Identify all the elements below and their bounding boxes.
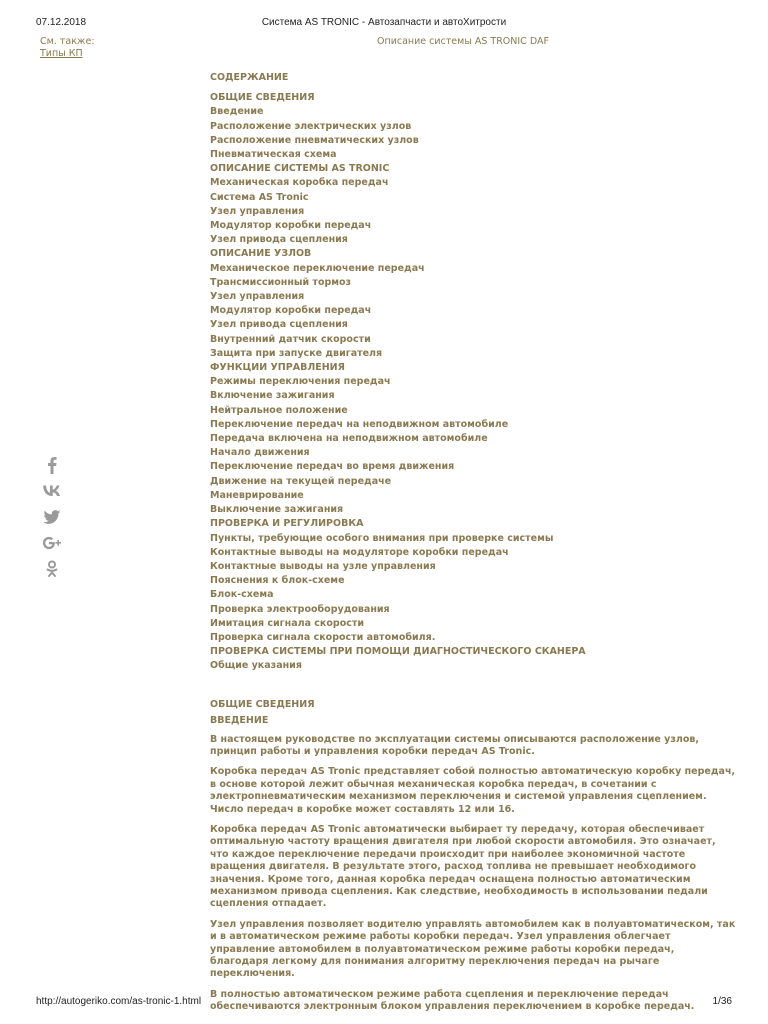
toc-link[interactable]: Движение на текущей передаче [210, 475, 392, 487]
toc-link[interactable]: Модулятор коробки передач [210, 220, 372, 232]
print-footer [36, 996, 732, 1010]
print-title: Система AS TRONIC - Автозапчасти и автоХитрости [261, 17, 507, 28]
toc-link[interactable]: Имитация сигнала скорости [210, 617, 365, 629]
toc-link[interactable]: Начало движения [210, 447, 310, 459]
toc-link[interactable]: Включение зажигания [210, 390, 335, 402]
toc-link[interactable]: Защита при запуске двигателя [210, 347, 383, 359]
share-bar [40, 453, 66, 585]
see-also [40, 36, 95, 60]
toc-list [210, 91, 736, 673]
toc-link[interactable]: Передача включена на неподвижном автомобиле [210, 433, 488, 445]
print-header [36, 17, 732, 31]
section-title: ОБЩИЕ СВЕДЕНИЯ [210, 698, 315, 710]
toc-section-heading: ОБЩИЕ СВЕДЕНИЯ [210, 92, 315, 104]
toc-section-heading: ПРОВЕРКА СИСТЕМЫ ПРИ ПОМОЩИ ДИАГНОСТИЧЕСКОГО СКАНЕРА [210, 646, 586, 658]
toc-section-heading: ОПИСАНИЕ УЗЛОВ [210, 248, 312, 260]
toc-link[interactable]: Переключение передач во время движения [210, 461, 455, 473]
print-date: 07.12.2018 [36, 17, 87, 28]
toc-section-heading: ФУНКЦИИ УПРАВЛЕНИЯ [210, 362, 345, 374]
toc-link[interactable]: Расположение пневматических узлов [210, 134, 419, 146]
toc-link[interactable]: Внутренний датчик скорости [210, 333, 371, 345]
page-number: 1/36 [712, 996, 732, 1007]
paragraph: Коробка передач AS Tronic представляет собой полностью автоматическую коробку передач, в основе которой лежит обычная механическая коробка передач, в сочетании с электропневматическим механизмом переключения и системой управления сцеплением. Число передач в коробке может составлять 12 или 16. [210, 766, 736, 815]
article-body [210, 734, 736, 1014]
toc-link[interactable]: Узел привода сцепления [210, 234, 348, 246]
toc-link[interactable]: Механическая коробка передач [210, 177, 389, 189]
toc-link[interactable]: Контактные выводы на модуляторе коробки передач [210, 546, 509, 558]
toc-link[interactable]: Система AS Tronic [210, 191, 309, 203]
toc-link[interactable]: Контактные выводы на узле управления [210, 560, 436, 572]
paragraph: Узел управления позволяет водителю управлять автомобилем как в полуавтоматическом, так и в автоматическом режиме работы коробки передач. Узел управления облегчает управление автомобилем в полуавтоматическом режиме работы коробки передач, благодаря легкому для понимания алгоритму переключения передач на рычаге переключения. [210, 918, 736, 980]
toc-link[interactable]: Пневматическая схема [210, 149, 337, 161]
google-plus-icon[interactable] [40, 533, 64, 557]
paragraph: В полностью автоматическом режиме работа сцепления и переключение передач обеспечиваются электронным блоком управления переключением в коробке передач. [210, 988, 695, 1013]
twitter-icon[interactable] [40, 507, 64, 531]
vk-icon[interactable] [40, 481, 64, 505]
toc-link[interactable]: Режимы переключения передач [210, 376, 391, 388]
print-url: http://autogeriko.com/as-tronic-1.html [36, 996, 202, 1007]
toc-link[interactable]: Переключение передач на неподвижном автомобиле [210, 418, 509, 430]
toc-link[interactable]: Узел привода сцепления [210, 319, 348, 331]
page-title: Описание системы AS TRONIC DAF [377, 36, 549, 47]
toc-link[interactable]: Модулятор коробки передач [210, 305, 372, 317]
toc-link[interactable]: Нейтральное положение [210, 404, 348, 416]
toc-link[interactable]: Проверка сигнала скорости автомобиля. [210, 631, 436, 643]
paragraph: Коробка передач AS Tronic автоматически выбирает ту передачу, которая обеспечивает оптимальную частоту вращения двигателя при любой скорости автомобиля. Это означает, что каждое переключение передачи происходит при наиболее экономичной частоте вращения двигателя. В результате этого, расход топлива не превышает необходимого значения. Кроме того, данная коробка передач оснащена полностью автоматическим механизмом привода сцепления. Как следствие, необходимость в использовании педали сцепления отпадает. [210, 823, 716, 910]
toc-link[interactable]: Выключение зажигания [210, 504, 344, 516]
toc-link[interactable]: Введение [210, 106, 264, 118]
toc-link[interactable]: Узел управления [210, 291, 305, 303]
toc-link[interactable]: Проверка электрооборудования [210, 603, 390, 615]
toc-link[interactable]: Блок-схема [210, 589, 274, 601]
see-also-label: См. также: [40, 36, 95, 47]
toc-link[interactable]: Трансмиссионный тормоз [210, 276, 352, 288]
toc-link[interactable]: Расположение электрических узлов [210, 120, 412, 132]
main-content [210, 66, 736, 1022]
article [210, 698, 736, 1014]
toc-link[interactable]: Механическое переключение передач [210, 262, 425, 274]
paragraph: В настоящем руководстве по эксплуатации системы описываются расположение узлов, принцип работы и управления коробки передач AS Tronic. [210, 733, 699, 757]
toc-section-heading: ПРОВЕРКА И РЕГУЛИРОВКА [210, 518, 364, 530]
toc-link[interactable]: Узел управления [210, 205, 305, 217]
toc-link[interactable]: Маневрирование [210, 489, 304, 501]
odnoklassniki-icon[interactable] [40, 559, 64, 583]
toc-heading: СОДЕРЖАНИЕ [210, 72, 289, 83]
toc-link[interactable]: Общие указания [210, 660, 302, 672]
toc-link[interactable]: Пояснения к блок-схеме [210, 575, 345, 587]
facebook-icon[interactable] [40, 455, 64, 479]
see-also-link[interactable]: Типы КП [40, 48, 83, 59]
toc-link[interactable]: Пункты, требующие особого внимания при проверке системы [210, 532, 554, 544]
toc-section-heading: ОПИСАНИЕ СИСТЕМЫ AS TRONIC [210, 163, 390, 175]
subsection-title: ВВЕДЕНИЕ [210, 714, 269, 726]
